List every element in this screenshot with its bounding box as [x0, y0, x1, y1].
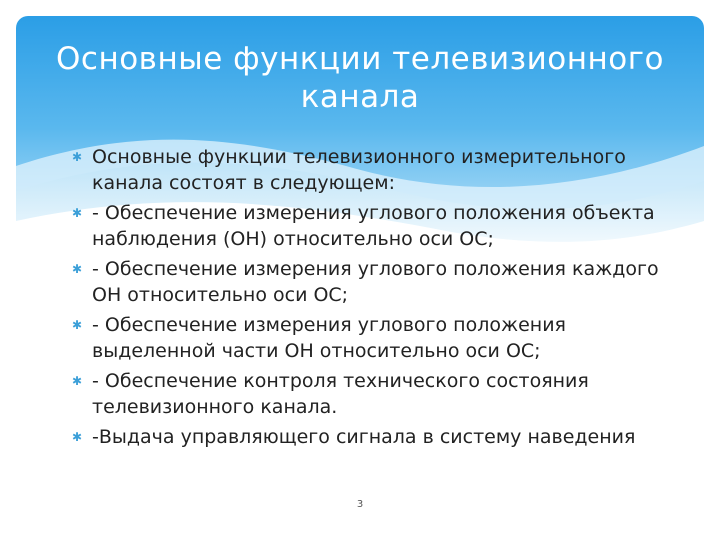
list-item	[74, 312, 684, 364]
list-item	[74, 368, 684, 420]
list-item	[74, 144, 684, 196]
list-item-text: - Обеспечение измерения углового положения выделенной части ОН относительно оси ОС;	[92, 314, 566, 362]
bullet-list	[74, 144, 684, 454]
list-item	[74, 424, 684, 450]
asterisk-bullet-icon: ✱	[72, 262, 83, 276]
page-number: 3	[356, 499, 364, 510]
asterisk-bullet-icon: ✱	[72, 318, 83, 332]
list-item-text: - Обеспечение контроля технического состояния телевизионного канала.	[92, 370, 589, 418]
list-item-text: Основные функции телевизионного измерительного канала состоят в следующем:	[92, 146, 626, 194]
list-item-text: - Обеспечение измерения углового положения объекта наблюдения (ОН) относительно оси ОС;	[92, 202, 655, 250]
asterisk-bullet-icon: ✱	[72, 374, 83, 388]
list-item-text: - Обеспечение измерения углового положения каждого ОН относительно оси ОС;	[92, 258, 659, 306]
slide	[16, 16, 704, 524]
list-item-text: -Выдача управляющего сигнала в систему наведения	[92, 426, 636, 448]
list-item	[74, 256, 684, 308]
asterisk-bullet-icon: ✱	[72, 206, 83, 220]
list-item	[74, 200, 684, 252]
asterisk-bullet-icon: ✱	[72, 150, 83, 164]
asterisk-bullet-icon: ✱	[72, 430, 83, 444]
slide-title: Основные функции телевизионного канала	[56, 41, 664, 115]
